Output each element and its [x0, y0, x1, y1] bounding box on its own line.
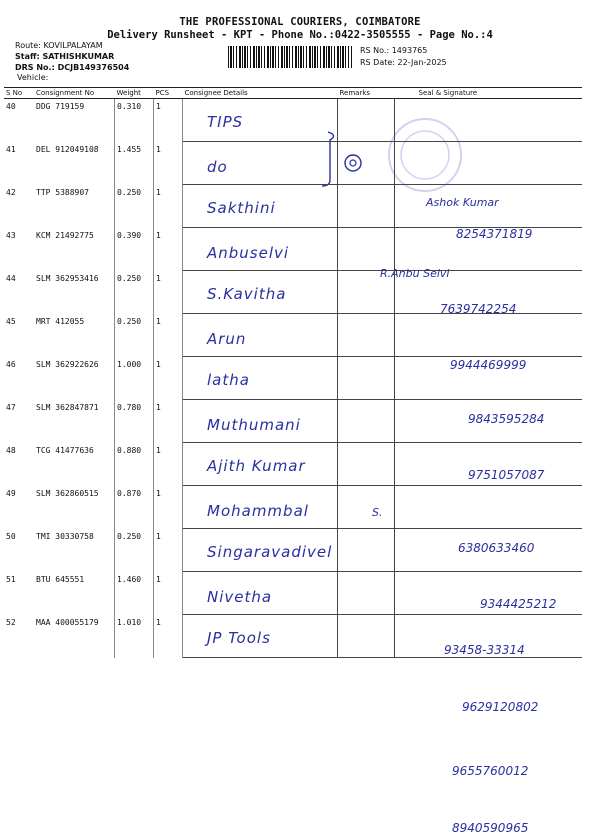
consignment-cell-text: DDG 719159: [36, 102, 85, 111]
sno-cell-text: 50: [6, 531, 16, 541]
pcs-cell: [154, 572, 183, 615]
sno-cell: [4, 443, 34, 486]
route-label: Route:: [15, 41, 41, 50]
rs-date-line: [360, 58, 447, 67]
remarks-cell-text: [340, 185, 392, 188]
consignee-handwriting: JP Tools: [207, 629, 271, 647]
drs-value: DCJB149376504: [57, 63, 130, 72]
barcode: [228, 46, 352, 68]
weight-cell-text: 1.010: [117, 617, 142, 627]
consignment-cell-text: KCM 21492775: [36, 230, 94, 240]
consignment-cell-text: DEL 912049108: [36, 144, 99, 154]
drs-label: DRS No.:: [15, 63, 55, 72]
signature-handwriting: R.Anbu Selvi: [380, 267, 450, 280]
phone-handwriting: 7639742254: [440, 302, 517, 316]
remarks-cell-text: [340, 400, 392, 403]
rs-no-value: 1493765: [391, 46, 428, 55]
consignee-cell: [183, 99, 338, 142]
remarks-cell: [338, 228, 395, 271]
pcs-cell-text: 1: [156, 574, 161, 584]
consignee-cell: [183, 615, 338, 658]
weight-cell-text: 0.250: [117, 531, 142, 541]
signature-handwriting: S.: [372, 506, 383, 519]
sno-cell-text: 45: [6, 316, 16, 326]
sno-cell: [4, 271, 34, 314]
remarks-cell-text: [340, 615, 392, 618]
staff-line: [15, 52, 114, 61]
pcs-cell-text: 1: [156, 445, 161, 455]
table-header: [4, 88, 582, 99]
sno-cell: [4, 142, 34, 185]
consignment-cell: [34, 99, 115, 142]
phone-handwriting: 93458-33314: [444, 643, 525, 657]
sno-cell: [4, 529, 34, 572]
consignment-cell: [34, 357, 115, 400]
remarks-cell-text: [340, 357, 392, 360]
consignee-handwriting: Sakthini: [207, 199, 276, 217]
consignee-cell: [183, 357, 338, 400]
consignment-cell-text: BTU 645551: [36, 574, 85, 584]
table-row: [4, 142, 582, 185]
consignment-cell-text: SLM 362922626: [36, 359, 99, 369]
runsheet-subtitle: Delivery Runsheet - KPT - Phone No.:0422-3505555 - Page No.:4: [107, 29, 493, 41]
weight-cell: [115, 99, 154, 142]
consignee-cell: [183, 314, 338, 357]
pcs-cell-text: 1: [156, 144, 161, 154]
col-consignee: Consignee Details: [183, 88, 338, 99]
weight-cell: [115, 486, 154, 529]
remarks-cell: [338, 572, 395, 615]
pcs-cell-text: 1: [156, 531, 161, 541]
signature-cell: [395, 142, 583, 185]
remarks-cell-text: [340, 529, 392, 532]
pcs-cell: [154, 529, 183, 572]
consignment-cell: [34, 443, 115, 486]
weight-cell: [115, 142, 154, 185]
weight-cell: [115, 185, 154, 228]
weight-cell-text: 0.870: [117, 488, 142, 498]
table-row: [4, 314, 582, 357]
consignee-handwriting: Singaravadivel: [207, 543, 333, 561]
sno-cell-text: 52: [6, 617, 16, 627]
consignment-cell-text: TMI 30330758: [36, 531, 94, 541]
sno-cell-text: 48: [6, 445, 16, 455]
sno-cell-text: 42: [6, 187, 16, 197]
phone-handwriting: 9344425212: [480, 597, 557, 611]
consignment-cell: [34, 615, 115, 658]
weight-cell-text: 0.880: [117, 445, 142, 455]
col-pcs: PCS: [154, 88, 183, 99]
pcs-cell: [154, 314, 183, 357]
consignment-cell-text: SLM 362847871: [36, 402, 99, 412]
consignee-handwriting: Ajith Kumar: [207, 457, 306, 475]
consignee-cell: [183, 271, 338, 314]
consignee-handwriting: latha: [207, 371, 250, 389]
pcs-cell: [154, 271, 183, 314]
col-consignment: Consignment No: [34, 88, 115, 99]
pcs-cell-text: 1: [156, 102, 161, 111]
consignment-cell-text: TTP 5388907: [36, 187, 89, 197]
sno-cell-text: 40: [6, 102, 16, 111]
weight-cell-text: 0.310: [117, 102, 142, 111]
weight-cell: [115, 400, 154, 443]
consignment-cell: [34, 400, 115, 443]
consignment-cell: [34, 271, 115, 314]
route-value: KOVILPALAYAM: [43, 41, 103, 50]
pcs-cell: [154, 357, 183, 400]
company-title: THE PROFESSIONAL COURIERS, COIMBATORE: [179, 16, 421, 28]
pcs-cell: [154, 400, 183, 443]
consignment-cell-text: SLM 362860515: [36, 488, 99, 498]
consignee-handwriting: Mohammbal: [207, 502, 309, 520]
consignment-cell-text: MRT 412055: [36, 316, 85, 326]
phone-handwriting: 9751057087: [468, 468, 545, 482]
remarks-cell-text: [340, 99, 392, 102]
sno-cell: [4, 185, 34, 228]
pcs-cell: [154, 443, 183, 486]
pcs-cell-text: 1: [156, 230, 161, 240]
consignment-cell: [34, 142, 115, 185]
remarks-cell: [338, 142, 395, 185]
consignee-handwriting: Muthumani: [207, 416, 301, 434]
sno-cell: [4, 486, 34, 529]
pcs-cell: [154, 486, 183, 529]
sno-cell: [4, 572, 34, 615]
rs-no-label: RS No.:: [360, 46, 390, 55]
consignee-handwriting: Arun: [207, 330, 247, 348]
pcs-cell-text: 1: [156, 488, 161, 498]
signature-cell: [395, 99, 583, 142]
weight-cell: [115, 228, 154, 271]
consignment-cell-text: MAA 400055179: [36, 617, 99, 627]
consignee-handwriting: Nivetha: [207, 588, 273, 606]
remarks-cell: [338, 529, 395, 572]
weight-cell-text: 0.250: [117, 187, 142, 197]
consignee-cell: [183, 529, 338, 572]
phone-handwriting: 8254371819: [456, 227, 533, 241]
sno-cell-text: 44: [6, 273, 16, 283]
phone-handwriting: 8940590965: [452, 821, 529, 835]
route-line: [15, 41, 103, 50]
remarks-cell-text: [340, 486, 392, 489]
sno-cell: [4, 615, 34, 658]
signature-handwriting: Ashok Kumar: [426, 196, 499, 209]
phone-handwriting: 9655760012: [452, 764, 529, 778]
remarks-cell-text: [340, 314, 392, 317]
weight-cell-text: 1.000: [117, 359, 142, 369]
col-signature: Seal & Signature: [395, 88, 583, 99]
pcs-cell: [154, 99, 183, 142]
rs-no-line: [360, 46, 427, 55]
sno-cell: [4, 228, 34, 271]
pcs-cell-text: 1: [156, 402, 161, 412]
phone-handwriting: 9629120802: [462, 700, 539, 714]
sno-cell-text: 49: [6, 488, 16, 498]
weight-cell: [115, 271, 154, 314]
sno-cell: [4, 357, 34, 400]
consignment-cell-text: SLM 362953416: [36, 273, 99, 283]
pcs-cell: [154, 185, 183, 228]
sno-cell-text: 41: [6, 144, 16, 154]
col-weight: Weight: [115, 88, 154, 99]
sno-cell: [4, 314, 34, 357]
consignee-cell: [183, 486, 338, 529]
remarks-cell-text: [340, 572, 392, 575]
runsheet-table: [4, 87, 582, 658]
weight-cell: [115, 443, 154, 486]
weight-cell-text: 0.390: [117, 230, 142, 240]
weight-cell: [115, 357, 154, 400]
sno-cell: [4, 400, 34, 443]
vehicle-label: Vehicle:: [17, 73, 49, 82]
consignee-cell: [183, 443, 338, 486]
remarks-cell: [338, 357, 395, 400]
remarks-cell: [338, 443, 395, 486]
sno-cell-text: 51: [6, 574, 16, 584]
consignee-cell: [183, 572, 338, 615]
weight-cell-text: 0.250: [117, 316, 142, 326]
consignment-cell: [34, 185, 115, 228]
pcs-cell-text: 1: [156, 316, 161, 326]
consignment-cell: [34, 572, 115, 615]
weight-cell-text: 0.780: [117, 402, 142, 412]
remarks-cell: [338, 99, 395, 142]
consignee-cell: [183, 228, 338, 271]
table-row: [4, 99, 582, 142]
consignment-cell-text: TCG 41477636: [36, 445, 94, 455]
weight-cell-text: 1.460: [117, 574, 142, 584]
pcs-cell-text: 1: [156, 187, 161, 197]
remarks-cell: [338, 185, 395, 228]
pcs-cell: [154, 142, 183, 185]
weight-cell: [115, 529, 154, 572]
consignee-handwriting: do: [207, 158, 228, 176]
consignment-cell: [34, 314, 115, 357]
weight-cell-text: 0.250: [117, 273, 142, 283]
drs-line: [15, 63, 129, 72]
consignee-cell: [183, 400, 338, 443]
consignment-cell: [34, 228, 115, 271]
consignee-cell: [183, 185, 338, 228]
consignee-handwriting: Anbuselvi: [207, 244, 290, 262]
col-remarks: Remarks: [338, 88, 395, 99]
staff-value: SATHISHKUMAR: [42, 52, 115, 61]
phone-handwriting: 9843595284: [468, 412, 545, 426]
pcs-cell: [154, 615, 183, 658]
pcs-cell-text: 1: [156, 273, 161, 283]
weight-cell-text: 1.455: [117, 144, 142, 154]
sno-cell-text: 46: [6, 359, 16, 369]
consignee-handwriting: S.Kavitha: [207, 285, 287, 303]
sno-cell: [4, 99, 34, 142]
pcs-cell-text: 1: [156, 617, 161, 627]
consignment-cell: [34, 529, 115, 572]
col-sno: S No: [4, 88, 34, 99]
remarks-cell: [338, 615, 395, 658]
sno-cell-text: 43: [6, 230, 16, 240]
consignee-handwriting: TIPS: [207, 113, 244, 131]
remarks-cell-text: [340, 142, 392, 145]
remarks-cell-text: [340, 228, 392, 231]
rs-date-label: RS Date:: [360, 58, 395, 67]
sno-cell-text: 47: [6, 402, 16, 412]
weight-cell: [115, 572, 154, 615]
weight-cell: [115, 615, 154, 658]
signature-cell: [395, 314, 583, 357]
pcs-cell-text: 1: [156, 359, 161, 369]
remarks-cell-text: [340, 443, 392, 446]
weight-cell: [115, 314, 154, 357]
staff-label: Staff:: [15, 52, 40, 61]
consignee-cell: [183, 142, 338, 185]
consignment-cell: [34, 486, 115, 529]
rs-date-value: 22-Jan-2025: [397, 58, 447, 67]
remarks-cell: [338, 314, 395, 357]
pcs-cell: [154, 228, 183, 271]
remarks-cell: [338, 400, 395, 443]
phone-handwriting: 9944469999: [450, 358, 527, 372]
phone-handwriting: 6380633460: [458, 541, 535, 555]
